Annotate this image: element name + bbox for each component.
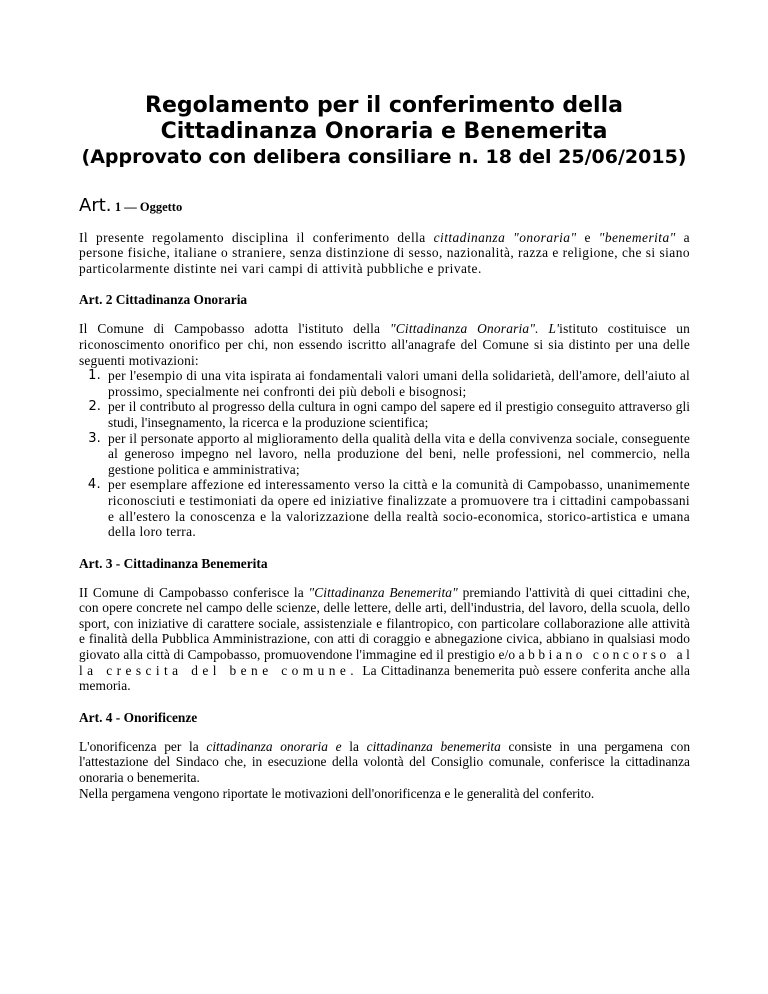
article-4-text-a: L'onorificenza per la [79,738,207,754]
approval-subtitle: (Approvato con delibera consiliare n. 18 del 25/06/2015) [81,146,687,168]
article-1-text-b: e [576,229,599,245]
article-4 [79,710,690,801]
article-2-heading: Art. 2 Cittadinanza Onoraria [79,292,248,308]
list-item-text: per il personate apporto al miglioramento della qualità della vita e della convivenza sociale, conseguente al generoso impegno nel lavoro, nella produzione del beni, nelle professioni, nel commercio, nella gestione politica e amministrativa; [108,430,690,477]
article-1-em-onoraria: cittadinanza "onoraria" [433,229,577,245]
article-2-paragraph [79,321,690,368]
article-2-text-b: istituto costituisce un riconoscimento onorifico per chi, non essendo iscritto all'anagrafe del Comune si sia distinto per una delle seguenti motivazioni: [79,321,690,368]
article-4-em-onoraria: cittadinanza onoraria e [206,738,342,754]
article-3-em-title: "Cittadinanza Benemerita" [308,584,458,600]
document-body [79,195,694,817]
list-item [79,368,690,399]
article-1-text-a: Il presente regolamento disciplina il conferimento della [79,229,434,245]
article-2-em-title: "Cittadinanza Onoraria". L' [389,321,560,337]
list-item [79,399,690,430]
article-3 [79,555,694,694]
article-3-text-b: premiando l'attività di quei cittadini che, con opere concrete nel campo delle scienze, delle lettere, delle arti, dell'industria, del lavoro, della scuola, dello sport, con iniziative di carattere sociale, assistenziale e filantropico, con particolare collaborazione alle attività e finalità della Pubblica Amministrazione, con atti di coraggio e abnegazione civica, abbiano in qualsiasi modo giovato alla città di Campobasso, promuovendone l'immagine ed il prestigio e/o [79,584,690,663]
article-4-em-benemerita: cittadinanza benemerita [366,738,501,754]
article-2 [79,292,690,539]
article-3-text-c: La Cittadinanza benemerita può essere conferita anche alla memoria. [79,662,694,694]
article-1-heading [79,195,690,216]
list-item-number: 3. [88,430,101,446]
article-1-text-c: a persone fisiche, italiane o straniere, senza distinzione di sesso, nazionalità, razza e religione, che si siano particolarmente distinte nei vari campi di attività pubbliche e private. [79,229,690,276]
article-4-text-b: la [341,738,367,754]
title-line-1: Regolamento per il conferimento della [145,93,623,118]
article-4-paragraph [79,739,690,786]
list-item-number: 2. [88,399,101,415]
article-4-heading: Art. 4 - Onorificenze [79,709,198,725]
list-item [79,477,690,539]
article-1-prefix: Art. [79,195,112,216]
article-4-text-c: consiste in una pergamena con l'attestazione del Sindaco che, in esecuzione della volontà del Consiglio comunale, conferisce la cittadinanza onoraria o benemerita. [79,738,691,786]
list-item-text: per il contributo al progresso della cultura in ogni campo del sapere ed il prestigio conseguito attraverso gli studi, l'insegnamento, la ricerca e la produzione scientifica; [108,399,690,430]
article-1-paragraph [79,230,690,277]
article-3-paragraph [79,584,694,694]
list-item-number: 4. [87,477,101,493]
article-1 [79,195,690,276]
article-1-em-benemerita: "benemerita" [598,229,676,245]
list-item-text: per esemplare affezione ed interessamento verso la città e la comunità di Campobasso, unanimemente riconosciuti e testimoniati da opere ed iniziative finalizzate a promuovere tra i cittadini campobassani e all'estero la conoscenza e la valorizzazione della realtà socio-economica, storico-artistica e umana della loro terra. [108,477,690,540]
article-1-title: 1 — Oggetto [114,200,183,214]
article-4-paragraph-2: Nella pergamena vengono riportate le motivazioni dell'onorificenza e le generalità del conferito. [79,785,595,801]
title-line-2: Cittadinanza Onoraria e Benemerita [160,119,608,144]
article-3-text-a: II Comune di Campobasso conferisce la [79,584,309,600]
article-2-text-a: Il Comune di Campobasso adotta l'istituto della [79,321,390,337]
motivations-list [79,368,690,540]
list-item-text: per l'esempio di una vita ispirata ai fondamentali valori umani della solidarietà, dell'amore, dell'aiuto al prossimo, specialmente nei confronti dei più deboli e bisognosi; [108,368,690,399]
article-3-heading: Art. 3 - Cittadinanza Benemerita [79,555,268,571]
list-item [79,431,690,478]
list-item-number: 1. [88,368,101,384]
article-3-text-spaced: a b b i a n o c o n c o r s o a l l a c r e s c i t a d e l b e n e c o m u n e . [79,647,694,678]
